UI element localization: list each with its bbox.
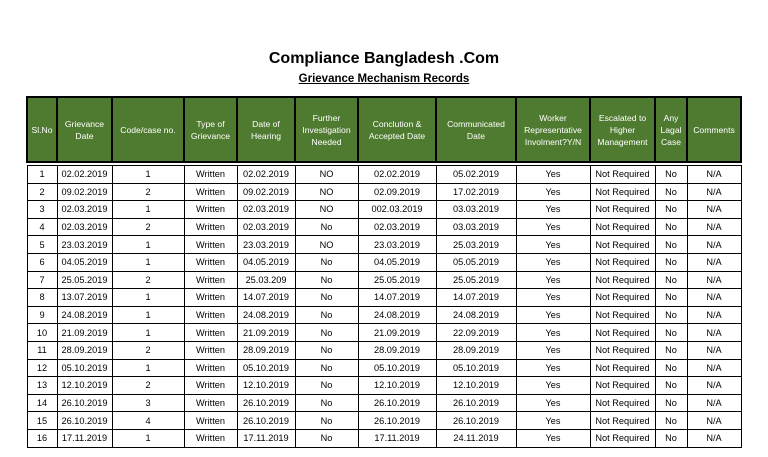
cell-grievance-date: 25.05.2019 bbox=[57, 271, 112, 289]
cell-comments: N/A bbox=[687, 271, 741, 289]
subtitle-text: Grievance Mechanism Records bbox=[298, 73, 470, 85]
cell-worker-representative: Yes bbox=[516, 429, 590, 447]
cell-code-case-no: 1 bbox=[112, 429, 184, 447]
cell-type-of-grievance: Written bbox=[184, 183, 237, 201]
cell-legal-case: No bbox=[655, 306, 687, 324]
cell-communicated-date: 25.03.2019 bbox=[436, 236, 516, 254]
table-row bbox=[27, 412, 741, 430]
cell-type-of-grievance: Written bbox=[184, 412, 237, 430]
cell-comments: N/A bbox=[687, 306, 741, 324]
cell-code-case-no: 1 bbox=[112, 324, 184, 342]
cell-sl-no: 2 bbox=[27, 183, 57, 201]
cell-further-investigation: No bbox=[295, 271, 358, 289]
cell-grievance-date: 21.09.2019 bbox=[57, 324, 112, 342]
cell-code-case-no: 1 bbox=[112, 253, 184, 271]
cell-comments: N/A bbox=[687, 166, 741, 184]
cell-communicated-date: 26.10.2019 bbox=[436, 394, 516, 412]
cell-date-of-hearing: 24.08.2019 bbox=[237, 306, 295, 324]
cell-sl-no: 9 bbox=[27, 306, 57, 324]
cell-escalated: Not Required bbox=[590, 166, 655, 184]
cell-further-investigation: No bbox=[295, 394, 358, 412]
cell-worker-representative: Yes bbox=[516, 324, 590, 342]
cell-date-of-hearing: 21.09.2019 bbox=[237, 324, 295, 342]
header-code-case-no: Code/case no. bbox=[112, 97, 184, 162]
header-row bbox=[27, 97, 741, 162]
cell-further-investigation: NO bbox=[295, 183, 358, 201]
cell-communicated-date: 03.03.2019 bbox=[436, 218, 516, 236]
header-sl-no: Sl.No bbox=[27, 97, 57, 162]
cell-legal-case: No bbox=[655, 412, 687, 430]
cell-sl-no: 16 bbox=[27, 429, 57, 447]
table-row bbox=[27, 218, 741, 236]
cell-escalated: Not Required bbox=[590, 324, 655, 342]
cell-escalated: Not Required bbox=[590, 394, 655, 412]
cell-escalated: Not Required bbox=[590, 253, 655, 271]
cell-type-of-grievance: Written bbox=[184, 271, 237, 289]
cell-conclusion-date: 25.05.2019 bbox=[358, 271, 436, 289]
cell-type-of-grievance: Written bbox=[184, 236, 237, 254]
cell-legal-case: No bbox=[655, 253, 687, 271]
cell-legal-case: No bbox=[655, 324, 687, 342]
header-conclusion-date: Conclution & Accepted Date bbox=[358, 97, 436, 162]
table-body bbox=[27, 162, 741, 447]
cell-sl-no: 7 bbox=[27, 271, 57, 289]
cell-communicated-date: 05.02.2019 bbox=[436, 166, 516, 184]
cell-escalated: Not Required bbox=[590, 218, 655, 236]
cell-conclusion-date: 26.10.2019 bbox=[358, 394, 436, 412]
table-row bbox=[27, 306, 741, 324]
header-grievance-date: Grievance Date bbox=[57, 97, 112, 162]
cell-date-of-hearing: 04.05.2019 bbox=[237, 253, 295, 271]
table-row bbox=[27, 341, 741, 359]
cell-conclusion-date: 04.05.2019 bbox=[358, 253, 436, 271]
cell-comments: N/A bbox=[687, 236, 741, 254]
cell-code-case-no: 1 bbox=[112, 359, 184, 377]
cell-worker-representative: Yes bbox=[516, 218, 590, 236]
cell-comments: N/A bbox=[687, 341, 741, 359]
cell-date-of-hearing: 12.10.2019 bbox=[237, 377, 295, 395]
cell-escalated: Not Required bbox=[590, 429, 655, 447]
cell-legal-case: No bbox=[655, 236, 687, 254]
header-legal-case: Any Lagal Case bbox=[655, 97, 687, 162]
cell-type-of-grievance: Written bbox=[184, 359, 237, 377]
cell-sl-no: 12 bbox=[27, 359, 57, 377]
header-escalated: Escalated to Higher Management bbox=[590, 97, 655, 162]
cell-comments: N/A bbox=[687, 377, 741, 395]
cell-escalated: Not Required bbox=[590, 412, 655, 430]
cell-code-case-no: 1 bbox=[112, 306, 184, 324]
cell-worker-representative: Yes bbox=[516, 306, 590, 324]
cell-legal-case: No bbox=[655, 183, 687, 201]
cell-sl-no: 10 bbox=[27, 324, 57, 342]
cell-sl-no: 14 bbox=[27, 394, 57, 412]
cell-communicated-date: 26.10.2019 bbox=[436, 412, 516, 430]
cell-conclusion-date: 17.11.2019 bbox=[358, 429, 436, 447]
table-row bbox=[27, 377, 741, 395]
cell-code-case-no: 4 bbox=[112, 412, 184, 430]
cell-legal-case: No bbox=[655, 429, 687, 447]
cell-date-of-hearing: 09.02.2019 bbox=[237, 183, 295, 201]
cell-date-of-hearing: 17.11.2019 bbox=[237, 429, 295, 447]
cell-date-of-hearing: 28.09.2019 bbox=[237, 341, 295, 359]
cell-further-investigation: No bbox=[295, 253, 358, 271]
cell-worker-representative: Yes bbox=[516, 289, 590, 307]
cell-type-of-grievance: Written bbox=[184, 341, 237, 359]
cell-worker-representative: Yes bbox=[516, 359, 590, 377]
table-row bbox=[27, 253, 741, 271]
cell-worker-representative: Yes bbox=[516, 236, 590, 254]
cell-communicated-date: 24.08.2019 bbox=[436, 306, 516, 324]
cell-comments: N/A bbox=[687, 253, 741, 271]
cell-conclusion-date: 28.09.2019 bbox=[358, 341, 436, 359]
cell-code-case-no: 1 bbox=[112, 201, 184, 219]
header-further-investigation: Further Investigation Needed bbox=[295, 97, 358, 162]
cell-type-of-grievance: Written bbox=[184, 289, 237, 307]
cell-date-of-hearing: 05.10.2019 bbox=[237, 359, 295, 377]
cell-grievance-date: 26.10.2019 bbox=[57, 412, 112, 430]
cell-grievance-date: 26.10.2019 bbox=[57, 394, 112, 412]
cell-communicated-date: 03.03.2019 bbox=[436, 201, 516, 219]
cell-type-of-grievance: Written bbox=[184, 253, 237, 271]
cell-worker-representative: Yes bbox=[516, 394, 590, 412]
cell-conclusion-date: 02.02.2019 bbox=[358, 166, 436, 184]
cell-escalated: Not Required bbox=[590, 271, 655, 289]
cell-comments: N/A bbox=[687, 412, 741, 430]
cell-further-investigation: No bbox=[295, 324, 358, 342]
cell-further-investigation: No bbox=[295, 289, 358, 307]
cell-grievance-date: 09.02.2019 bbox=[57, 183, 112, 201]
cell-sl-no: 5 bbox=[27, 236, 57, 254]
cell-type-of-grievance: Written bbox=[184, 377, 237, 395]
grievance-table bbox=[26, 96, 742, 448]
cell-sl-no: 3 bbox=[27, 201, 57, 219]
page-subtitle bbox=[0, 73, 768, 85]
cell-type-of-grievance: Written bbox=[184, 306, 237, 324]
header-communicated-date: Communicated Date bbox=[436, 97, 516, 162]
cell-type-of-grievance: Written bbox=[184, 429, 237, 447]
cell-code-case-no: 2 bbox=[112, 218, 184, 236]
table-row bbox=[27, 271, 741, 289]
cell-worker-representative: Yes bbox=[516, 412, 590, 430]
cell-legal-case: No bbox=[655, 218, 687, 236]
cell-sl-no: 1 bbox=[27, 166, 57, 184]
cell-code-case-no: 2 bbox=[112, 377, 184, 395]
cell-legal-case: No bbox=[655, 359, 687, 377]
cell-escalated: Not Required bbox=[590, 341, 655, 359]
cell-type-of-grievance: Written bbox=[184, 201, 237, 219]
cell-worker-representative: Yes bbox=[516, 271, 590, 289]
page-title: Compliance Bangladesh .Com bbox=[268, 50, 500, 67]
table-row bbox=[27, 201, 741, 219]
cell-grievance-date: 24.08.2019 bbox=[57, 306, 112, 324]
cell-comments: N/A bbox=[687, 429, 741, 447]
cell-sl-no: 4 bbox=[27, 218, 57, 236]
cell-legal-case: No bbox=[655, 394, 687, 412]
cell-worker-representative: Yes bbox=[516, 377, 590, 395]
cell-conclusion-date: 05.10.2019 bbox=[358, 359, 436, 377]
cell-communicated-date: 17.02.2019 bbox=[436, 183, 516, 201]
cell-communicated-date: 05.10.2019 bbox=[436, 359, 516, 377]
cell-escalated: Not Required bbox=[590, 377, 655, 395]
cell-further-investigation: NO bbox=[295, 166, 358, 184]
cell-legal-case: No bbox=[655, 341, 687, 359]
cell-date-of-hearing: 25.03.209 bbox=[237, 271, 295, 289]
cell-legal-case: No bbox=[655, 377, 687, 395]
cell-code-case-no: 1 bbox=[112, 236, 184, 254]
cell-further-investigation: No bbox=[295, 429, 358, 447]
cell-conclusion-date: 02.03.2019 bbox=[358, 218, 436, 236]
cell-date-of-hearing: 02.03.2019 bbox=[237, 201, 295, 219]
cell-escalated: Not Required bbox=[590, 236, 655, 254]
cell-type-of-grievance: Written bbox=[184, 166, 237, 184]
cell-conclusion-date: 12.10.2019 bbox=[358, 377, 436, 395]
cell-sl-no: 11 bbox=[27, 341, 57, 359]
cell-type-of-grievance: Written bbox=[184, 324, 237, 342]
cell-conclusion-date: 21.09.2019 bbox=[358, 324, 436, 342]
table-row bbox=[27, 359, 741, 377]
header-worker-representative: Worker Representative Involment?Y/N bbox=[516, 97, 590, 162]
cell-conclusion-date: 26.10.2019 bbox=[358, 412, 436, 430]
cell-conclusion-date: 23.03.2019 bbox=[358, 236, 436, 254]
cell-further-investigation: No bbox=[295, 218, 358, 236]
cell-worker-representative: Yes bbox=[516, 201, 590, 219]
cell-grievance-date: 05.10.2019 bbox=[57, 359, 112, 377]
cell-comments: N/A bbox=[687, 218, 741, 236]
table-row bbox=[27, 166, 741, 184]
header-type-of-grievance: Type of Grievance bbox=[184, 97, 237, 162]
cell-communicated-date: 05.05.2019 bbox=[436, 253, 516, 271]
cell-legal-case: No bbox=[655, 201, 687, 219]
cell-date-of-hearing: 26.10.2019 bbox=[237, 412, 295, 430]
cell-escalated: Not Required bbox=[590, 306, 655, 324]
cell-legal-case: No bbox=[655, 271, 687, 289]
cell-escalated: Not Required bbox=[590, 183, 655, 201]
header-date-of-hearing: Date of Hearing bbox=[237, 97, 295, 162]
header-comments: Comments bbox=[687, 97, 741, 162]
cell-conclusion-date: 14.07.2019 bbox=[358, 289, 436, 307]
cell-grievance-date: 02.03.2019 bbox=[57, 218, 112, 236]
cell-communicated-date: 22.09.2019 bbox=[436, 324, 516, 342]
cell-date-of-hearing: 23.03.2019 bbox=[237, 236, 295, 254]
cell-grievance-date: 04.05.2019 bbox=[57, 253, 112, 271]
cell-further-investigation: No bbox=[295, 306, 358, 324]
table-row bbox=[27, 429, 741, 447]
table-row bbox=[27, 289, 741, 307]
cell-code-case-no: 2 bbox=[112, 271, 184, 289]
cell-conclusion-date: 24.08.2019 bbox=[358, 306, 436, 324]
cell-communicated-date: 24.11.2019 bbox=[436, 429, 516, 447]
cell-communicated-date: 28.09.2019 bbox=[436, 341, 516, 359]
cell-further-investigation: No bbox=[295, 341, 358, 359]
cell-further-investigation: No bbox=[295, 377, 358, 395]
cell-worker-representative: Yes bbox=[516, 166, 590, 184]
cell-date-of-hearing: 02.03.2019 bbox=[237, 218, 295, 236]
cell-escalated: Not Required bbox=[590, 359, 655, 377]
cell-code-case-no: 1 bbox=[112, 166, 184, 184]
cell-grievance-date: 02.02.2019 bbox=[57, 166, 112, 184]
cell-date-of-hearing: 26.10.2019 bbox=[237, 394, 295, 412]
cell-grievance-date: 02.03.2019 bbox=[57, 201, 112, 219]
cell-sl-no: 8 bbox=[27, 289, 57, 307]
cell-comments: N/A bbox=[687, 359, 741, 377]
cell-escalated: Not Required bbox=[590, 201, 655, 219]
cell-grievance-date: 12.10.2019 bbox=[57, 377, 112, 395]
cell-communicated-date: 14.07.2019 bbox=[436, 289, 516, 307]
cell-communicated-date: 12.10.2019 bbox=[436, 377, 516, 395]
cell-code-case-no: 1 bbox=[112, 289, 184, 307]
table-row bbox=[27, 324, 741, 342]
cell-communicated-date: 25.05.2019 bbox=[436, 271, 516, 289]
cell-date-of-hearing: 02.02.2019 bbox=[237, 166, 295, 184]
cell-grievance-date: 28.09.2019 bbox=[57, 341, 112, 359]
table-row bbox=[27, 236, 741, 254]
cell-code-case-no: 2 bbox=[112, 341, 184, 359]
cell-grievance-date: 23.03.2019 bbox=[57, 236, 112, 254]
cell-comments: N/A bbox=[687, 183, 741, 201]
cell-date-of-hearing: 14.07.2019 bbox=[237, 289, 295, 307]
cell-further-investigation: NO bbox=[295, 201, 358, 219]
cell-comments: N/A bbox=[687, 289, 741, 307]
cell-further-investigation: NO bbox=[295, 236, 358, 254]
table-row bbox=[27, 183, 741, 201]
cell-grievance-date: 13.07.2019 bbox=[57, 289, 112, 307]
cell-code-case-no: 3 bbox=[112, 394, 184, 412]
cell-sl-no: 13 bbox=[27, 377, 57, 395]
cell-further-investigation: No bbox=[295, 359, 358, 377]
cell-code-case-no: 2 bbox=[112, 183, 184, 201]
cell-legal-case: No bbox=[655, 289, 687, 307]
cell-sl-no: 15 bbox=[27, 412, 57, 430]
cell-comments: N/A bbox=[687, 324, 741, 342]
cell-conclusion-date: 02.09.2019 bbox=[358, 183, 436, 201]
cell-sl-no: 6 bbox=[27, 253, 57, 271]
cell-escalated: Not Required bbox=[590, 289, 655, 307]
cell-grievance-date: 17.11.2019 bbox=[57, 429, 112, 447]
cell-worker-representative: Yes bbox=[516, 341, 590, 359]
cell-comments: N/A bbox=[687, 201, 741, 219]
cell-type-of-grievance: Written bbox=[184, 394, 237, 412]
cell-comments: N/A bbox=[687, 394, 741, 412]
cell-type-of-grievance: Written bbox=[184, 218, 237, 236]
cell-further-investigation: No bbox=[295, 412, 358, 430]
cell-legal-case: No bbox=[655, 166, 687, 184]
table-row bbox=[27, 394, 741, 412]
cell-worker-representative: Yes bbox=[516, 253, 590, 271]
cell-conclusion-date: 002.03.2019 bbox=[358, 201, 436, 219]
cell-worker-representative: Yes bbox=[516, 183, 590, 201]
